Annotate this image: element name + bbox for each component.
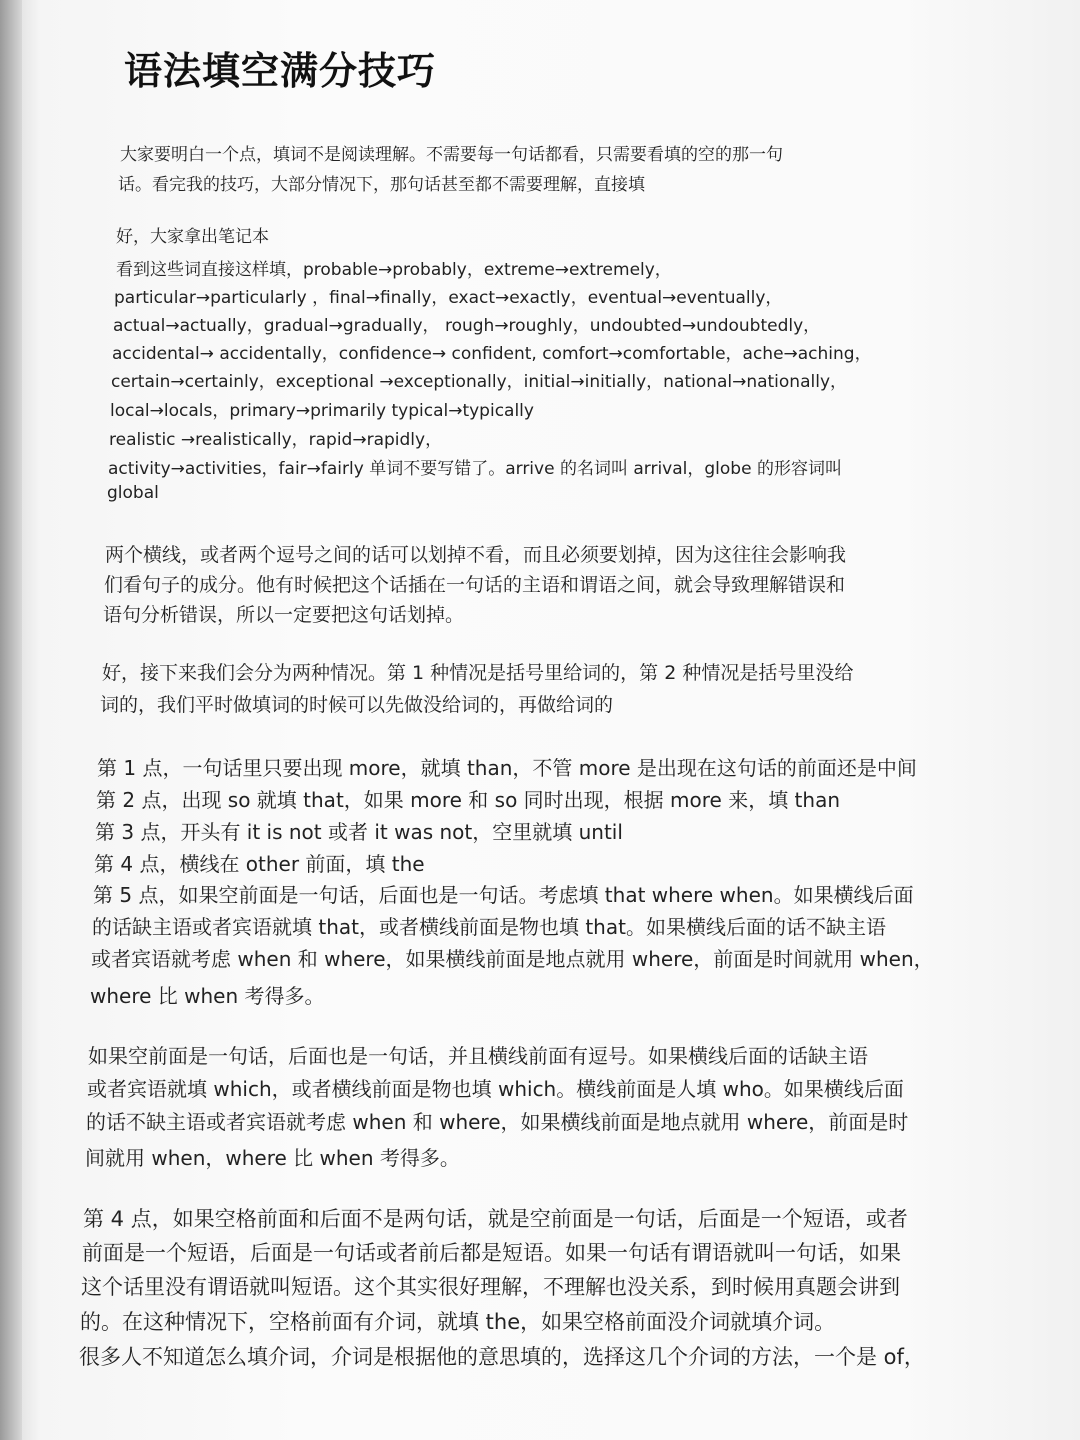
text-line: 第 2 点，出现 so 就填 that，如果 more 和 so 同时出现，根据 more 来，填 than [96,788,841,812]
text-line: 这个话里没有谓语就叫短语。这个其实很好理解，不理解也没关系，到时候用真题会讲到 [81,1275,900,1299]
text-line: 第 3 点，开头有 it is not 或者 it was not，空里就填 until [95,820,623,844]
text-line: 或者宾语就填 which，或者横线前面是物也填 which。横线前面是人填 who。如果横线后面 [87,1077,904,1101]
text-line: 话。看完我的技巧，大部分情况下，那句话甚至都不需要理解，直接填 [118,175,645,195]
text-line: global [107,483,159,503]
text-line: 如果空前面是一句话，后面也是一句话，并且横线前面有逗号。如果横线后面的话缺主语 [88,1044,868,1068]
text-line: certain→certainly，exceptional →exceptionally，initial→initially，national→nationally， [111,372,848,392]
text-line: 的话不缺主语或者宾语就考虑 when 和 where，如果横线前面是地点就用 where，前面是时 [86,1110,909,1134]
text-line: 好，接下来我们会分为两种情况。第 1 种情况是括号里给词的，第 2 种情况是括号里没给 [102,662,854,684]
text-line: where 比 when 考得多。 [90,984,325,1008]
book-spine-shadow [0,0,22,1440]
text-line: 很多人不知道怎么填介词，介词是根据他的意思填的，选择这几个介词的方法，一个是 of， [79,1345,925,1369]
text-line: 第 4 点，横线在 other 前面，填 the [94,852,425,876]
text-line: activity→activities，fair→fairly 单词不要写错了。arrive 的名词叫 arrival，globe 的形容词叫 [108,459,842,479]
text-line: accidental→ accidentally，confidence→ confident, comfort→comfortable，ache→aching， [112,344,872,364]
text-line: 或者宾语就考虑 when 和 where，如果横线前面是地点就用 where，前面是时间就用 when， [91,947,934,971]
text-line: 第 1 点，一句话里只要出现 more，就填 than，不管 more 是出现在这句话的前面还是中间 [97,756,917,780]
page-title: 语法填空满分技巧 [124,49,437,93]
text-line: 们看句子的成分。他有时候把这个话插在一句话的主语和谓语之间，就会导致理解错误和 [104,574,846,596]
text-line: 看到这些词直接这样填，probable→probably，extreme→extremely， [116,260,672,280]
text-line: realistic →realistically，rapid→rapidly， [109,430,443,450]
text-line: 大家要明白一个点，填词不是阅读理解。不需要每一句话都看，只需要看填的空的那一句 [120,145,783,165]
text-line: local→locals，primary→primarily typical→typically [110,401,534,421]
text-line: 两个横线，或者两个逗号之间的话可以划掉不看，而且必须要划掉，因为这往往会影响我 [105,544,847,566]
text-line: actual→actually，gradual→gradually， rough→roughly，undoubted→undoubtedly， [113,316,821,336]
text-line: 间就用 when，where 比 when 考得多。 [85,1146,460,1170]
text-line: 的话缺主语或者宾语就填 that，或者横线前面是物也填 that。如果横线后面的话不缺主语 [92,915,886,939]
text-line: 第 5 点，如果空前面是一句话，后面也是一句话。考虑填 that where when。如果横线后面 [93,883,914,907]
text-line: 第 4 点，如果空格前面和后面不是两句话，就是空前面是一句话，后面是一个短语，或者 [83,1207,908,1231]
text-line: 前面是一个短语，后面是一句话或者前后都是短语。如果一句话有谓语就叫一句话，如果 [82,1241,901,1265]
text-line: 好，大家拿出笔记本 [116,227,269,247]
text-line: 词的，我们平时做填词的时候可以先做没给词的，再做给词的 [100,694,614,716]
text-line: particular→particularly ，final→finally，exact→exactly，eventual→eventually， [114,288,783,308]
text-line: 语句分析错误，所以一定要把这句话划掉。 [103,604,465,626]
text-line: 的。在这种情况下，空格前面有介词，就填 the，如果空格前面没介词就填介词。 [80,1310,836,1334]
